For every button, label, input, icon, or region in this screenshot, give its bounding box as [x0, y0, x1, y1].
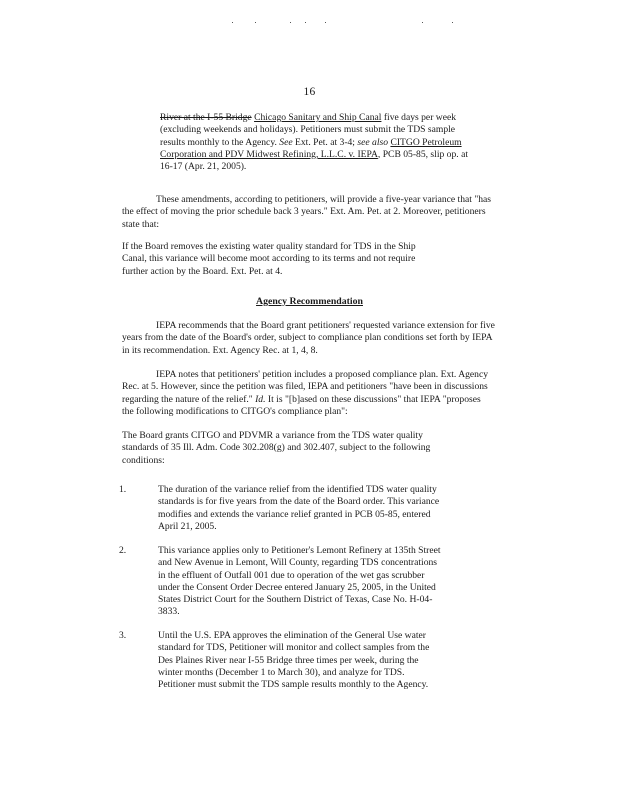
text-line: This variance applies only to Petitioner's Lemont Refinery at 135th Street	[158, 545, 441, 556]
text-line: and New Avenue in Lemont, Will County, regarding TDS concentrations	[158, 557, 438, 569]
text-line	[160, 112, 468, 124]
text-run: CITGO Petroleum	[390, 136, 462, 148]
paragraph-iepa-recommends	[122, 320, 495, 357]
text-line: modifies and extends the variance relief granted in PCB 05-85, entered	[158, 508, 431, 520]
text-line: If the Board removes the existing water quality standard for TDS in the Ship	[122, 241, 416, 252]
text-line	[122, 369, 488, 381]
condition-number: 2.	[119, 545, 127, 556]
text-line: Until the U.S. EPA approves the elimination of the General Use water	[158, 630, 426, 641]
text-line: conditions:	[122, 454, 165, 466]
text-line: The duration of the variance relief from the identified TDS water quality	[158, 484, 437, 495]
condition-number: 3.	[119, 630, 127, 641]
condition-number: 1.	[119, 484, 127, 495]
text-run: Ext. Pet. at 3-4;	[292, 136, 358, 148]
text-line: in the effluent of Outfall 001 due to operation of the wet gas scrubber	[158, 569, 425, 581]
text-line: IEPA recommends that the Board grant petitioners' requested variance extension for five	[156, 320, 495, 331]
text-run: 16-17 (Apr. 21, 2005).	[160, 161, 247, 173]
condition-text	[158, 545, 441, 619]
text-line: under the Consent Order Decree entered January 25, 2005, in the United	[158, 581, 436, 593]
scan-speck	[452, 22, 453, 23]
text-run: results monthly to the Agency.	[160, 136, 280, 148]
text-line	[160, 137, 468, 149]
text-run: the following modifications to CITGO's compliance plan":	[122, 405, 348, 417]
text-line: state that:	[122, 218, 160, 230]
section-heading-agency-recommendation: Agency Recommendation	[256, 296, 363, 307]
text-line	[160, 161, 468, 173]
text-line	[122, 394, 488, 406]
text-line: winter months (December 1 to March 30), and analyze for TDS.	[158, 666, 405, 678]
text-line: standards is for five years from the date of the Board order. This variance	[158, 496, 440, 508]
text-run: , PCB 05-85, slip op. at	[377, 148, 468, 160]
scan-speck	[255, 22, 256, 23]
condition-text	[158, 484, 439, 533]
text-line	[122, 406, 488, 418]
text-line	[160, 149, 468, 161]
text-run: Corporation and PDV Midwest Refining, L.L.C. v. IEPA	[160, 148, 378, 160]
scan-speck	[325, 22, 326, 23]
text-run: River at the I-55 Bridge	[160, 112, 252, 123]
text-line: These amendments, according to petitioners, will provide a five-year variance that "has	[156, 194, 492, 205]
paragraph-iepa-notes	[122, 369, 488, 418]
block-quote-petitioners-statement	[122, 241, 416, 278]
text-run: IEPA notes that petitioners' petition includes a proposed compliance plan. Ext. Agency	[156, 369, 489, 380]
scan-speck	[232, 22, 233, 23]
text-line: States District Court for the Southern District of Texas, Case No. H-04-	[158, 594, 433, 606]
text-line: in its recommendation. Ext. Agency Rec. at 1, 4, 8.	[122, 344, 318, 356]
paragraph-amendments	[122, 194, 491, 231]
text-line: The Board grants CITGO and PDVMR a variance from the TDS water quality	[122, 430, 423, 441]
scan-speck	[290, 22, 291, 23]
text-run: Rec. at 5. However, since the petition was filed, IEPA and petitioners "have been in discussions	[122, 381, 488, 393]
text-run: Chicago Sanitary and Ship Canal	[254, 112, 382, 123]
text-line: Des Plaines River near I-55 Bridge three times per week, during the	[158, 654, 419, 666]
text-line	[160, 124, 468, 136]
text-run: see also	[357, 136, 389, 148]
text-run: regarding the nature of the relief."	[122, 393, 256, 405]
text-line	[122, 381, 488, 393]
text-run: See	[279, 136, 293, 148]
text-run: Id.	[255, 393, 266, 405]
text-run: five days per week	[381, 112, 457, 123]
scan-speck	[305, 22, 306, 23]
block-quote-variance-conditions	[160, 112, 468, 173]
condition-text	[158, 630, 429, 691]
text-line: years from the date of the Board's order, subject to compliance plan conditions set forth by IEPA	[122, 332, 493, 344]
text-run: (excluding weekends and holidays). Petitioners must submit the TDS sample	[160, 124, 456, 136]
text-line: standard for TDS, Petitioner will monitor and collect samples from the	[158, 642, 430, 654]
text-line: Canal, this variance will become moot according to its terms and not require	[122, 253, 416, 265]
text-line: April 21, 2005.	[158, 520, 217, 532]
text-line: the effect of moving the prior schedule back 3 years." Ext. Am. Pet. at 2. Moreover, petitioners	[122, 206, 486, 218]
text-line: Petitioner must submit the TDS sample results monthly to the Agency.	[158, 679, 429, 691]
scan-speck	[422, 22, 423, 23]
page-number: 16	[303, 86, 316, 98]
text-line: standards of 35 Ill. Adm. Code 302.208(g) and 302.407, subject to the following	[122, 442, 431, 454]
text-line: 3833.	[158, 606, 180, 618]
block-quote-board-grants	[122, 430, 430, 467]
text-run: It is "[b]ased on these discussions" that IEPA "proposes	[265, 393, 481, 405]
text-line: further action by the Board. Ext. Pet. at 4.	[122, 265, 283, 277]
